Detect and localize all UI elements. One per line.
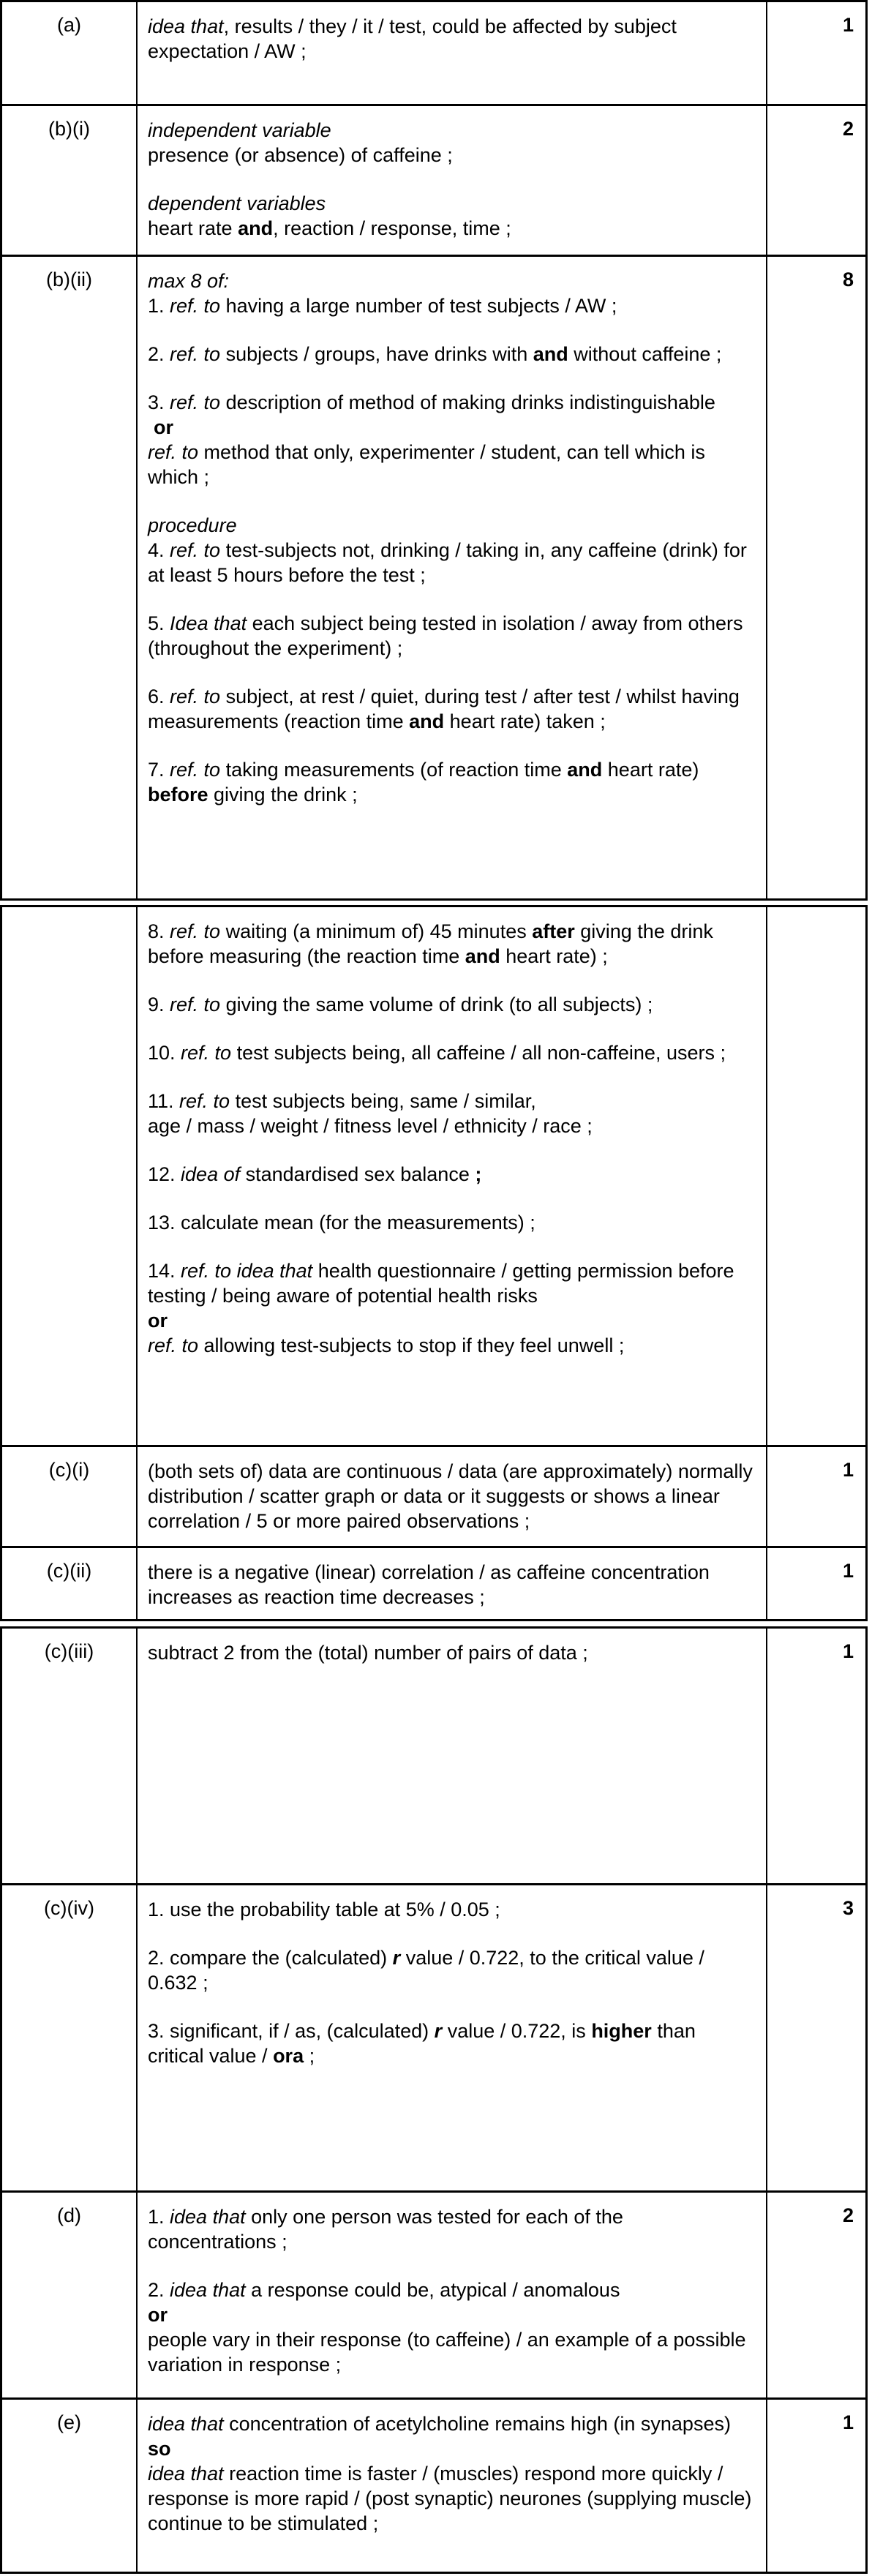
dv-bold: and [238, 217, 274, 239]
keyword: ref. to [170, 391, 221, 413]
point-number: 2. [148, 343, 170, 365]
keyword: ref. to [179, 1090, 230, 1112]
r-symbol: r [434, 2020, 443, 2042]
point-text: reaction time is faster / (muscles) respond more quickly / response is more rapid / (post synaptic) neurones (supplying muscle) continue to be stimulated ; [148, 2463, 752, 2534]
point-text: giving the drink before measuring (the reaction time [148, 920, 713, 967]
bold-word: ; [475, 1163, 482, 1185]
point-text: than critical value / [148, 2020, 696, 2067]
question-label: (b)(i) [48, 118, 90, 140]
point-text: 3. significant, if / as, (calculated) [148, 2020, 435, 2042]
row-bii [0, 255, 868, 901]
iv-text: presence (or absence) of caffeine ; [148, 144, 453, 166]
answer-text [136, 2193, 767, 2397]
dv-heading: dependent variables [148, 192, 326, 214]
keyword: ref. to [181, 1260, 232, 1282]
dv-text-post: , reaction / response, time ; [273, 217, 511, 239]
point-text: having a large number of test subjects / AW ; [220, 295, 617, 317]
point-text: waiting (a minimum of) 45 minutes [220, 920, 533, 942]
keyword: ref. to [181, 1042, 232, 1064]
keyword: ref. to [170, 994, 221, 1015]
bold-word: after [532, 920, 575, 942]
bold-word: and [567, 759, 603, 781]
answer-text [136, 2400, 767, 2572]
point-text: people vary in their response (to caffeine) / an example of a possible variation in response ; [148, 2329, 746, 2376]
mark: 8 [842, 269, 854, 290]
iv-heading: independent variable [148, 119, 331, 141]
point-text: 1. use the probability table at 5% / 0.05 ; [148, 1899, 500, 1920]
keyword: idea that [236, 1260, 313, 1282]
keyword: idea that [170, 2279, 246, 2301]
mark-empty [767, 907, 865, 1445]
keyword: ref. to [148, 441, 199, 463]
keyword: idea that [170, 2206, 246, 2228]
question-label-empty [2, 907, 136, 1445]
answer-text: there is a negative (linear) correlation / as caffeine concentration increases as reaction time decreases ; [136, 1548, 767, 1619]
mark: 2 [842, 2204, 854, 2226]
bold-word: before [148, 784, 208, 806]
keyword: idea that [148, 2413, 224, 2435]
row-bii-continued [0, 905, 868, 1447]
answer-text [136, 907, 767, 1445]
question-label: (c)(i) [48, 1459, 90, 1481]
mark: 3 [842, 1897, 854, 1919]
mark: 2 [842, 118, 854, 140]
keyword: ref. to [170, 343, 221, 365]
point-number: 4. [148, 539, 170, 561]
bold-word: and [533, 343, 568, 365]
question-label: (a) [57, 14, 81, 36]
point-text: test subjects being, all caffeine / all non-caffeine, users ; [231, 1042, 726, 1064]
or-word: or [154, 416, 173, 438]
mark: 1 [842, 2411, 854, 2433]
point-text: method that only, experimenter / student, can tell which is which ; [148, 441, 705, 488]
answer-text [136, 257, 767, 898]
mark: 1 [842, 1640, 854, 1662]
point-number: 14. [148, 1260, 181, 1282]
max-heading: max 8 of: [148, 270, 230, 292]
keyword: ref. to [170, 920, 221, 942]
point-text: age / mass / weight / fitness level / ethnicity / race ; [148, 1115, 593, 1137]
keyword: Idea that [170, 612, 247, 634]
point-number: 10. [148, 1042, 181, 1064]
row-e [0, 2397, 868, 2574]
keyword: idea that [148, 2463, 224, 2485]
point-text: test-subjects not, drinking / taking in, any caffeine (drink) for at least 5 hours before the test ; [148, 539, 747, 586]
point-text: value / 0.722, to the critical value / 0.632 ; [148, 1947, 704, 1994]
row-civ [0, 1883, 868, 2193]
keyword: ref. to [170, 759, 221, 781]
row-cii [0, 1546, 868, 1621]
keyword: idea of [181, 1163, 241, 1185]
row-ciii [0, 1626, 868, 1885]
point-text: heart rate) ; [500, 945, 608, 967]
keyword: ref. to [170, 539, 221, 561]
question-label: (c)(iv) [44, 1897, 94, 1919]
keyword: idea that [148, 15, 224, 37]
row-ci [0, 1445, 868, 1548]
answer-text: subtract 2 from the (total) number of pairs of data ; [136, 1629, 767, 1883]
point-number: 1. [148, 2206, 170, 2228]
answer-text [136, 106, 767, 255]
bold-word: higher [591, 2020, 652, 2042]
point-number: 11. [148, 1090, 180, 1112]
procedure-heading: procedure [148, 514, 237, 536]
or-word: or [148, 2304, 168, 2326]
answer-text [136, 1885, 767, 2190]
point-text: description of method of making drinks indistinguishable [220, 391, 715, 413]
point-text: only one person was tested for each of the concentrations ; [148, 2206, 623, 2253]
answer-text: (both sets of) data are continuous / data (are approximately) normally distribution / scatter graph or data or it suggests or shows a linear correlation / 5 or more paired observations ; [136, 1447, 767, 1546]
point-text: giving the drink ; [208, 784, 358, 806]
point-text: test subjects being, same / similar, [230, 1090, 536, 1112]
point-text: allowing test-subjects to stop if they feel unwell ; [198, 1334, 625, 1356]
keyword: ref. to [170, 295, 221, 317]
row-d [0, 2190, 868, 2400]
point-text: concentration of acetylcholine remains high (in synapses) [223, 2413, 731, 2435]
question-label: (d) [57, 2204, 81, 2226]
bold-word: and [409, 710, 445, 732]
point-number: 9. [148, 994, 170, 1015]
point-text: giving the same volume of drink (to all subjects) ; [220, 994, 653, 1015]
bold-word: ora [273, 2045, 304, 2067]
point-text: without caffeine ; [568, 343, 722, 365]
dv-text: heart rate [148, 217, 238, 239]
answer-text-body: , results / they / it / test, could be affected by subject expectation / AW ; [148, 15, 677, 62]
point-number: 7. [148, 759, 170, 781]
mark: 1 [842, 14, 854, 36]
point-text: subjects / groups, have drinks with [220, 343, 533, 365]
row-a [0, 0, 868, 106]
mark: 1 [842, 1560, 854, 1582]
point-text: a response could be, atypical / anomalous [245, 2279, 620, 2301]
point-text: 13. calculate mean (for the measurements) ; [148, 1212, 535, 1233]
or-word: or [148, 1310, 168, 1332]
keyword: ref. to [148, 1334, 199, 1356]
question-label: (b)(ii) [46, 269, 92, 290]
point-number: 8. [148, 920, 170, 942]
point-text: subject, at rest / quiet, during test / after test / whilst having measurements (reaction time [148, 686, 740, 732]
point-text: heart rate) taken ; [444, 710, 606, 732]
point-text: each subject being tested in isolation / away from others (throughout the experiment) ; [148, 612, 743, 659]
mark: 1 [842, 1459, 854, 1481]
point-number: 5. [148, 612, 170, 634]
keyword: ref. to [170, 686, 221, 707]
point-number: 3. [148, 391, 170, 413]
point-text: taking measurements (of reaction time [220, 759, 568, 781]
point-number: 6. [148, 686, 170, 707]
point-number: 12. [148, 1163, 181, 1185]
point-number: 1. [148, 295, 170, 317]
point-text: heart rate) [602, 759, 699, 781]
question-label: (e) [57, 2411, 81, 2433]
answer-text [136, 2, 767, 104]
point-text: standardised sex balance [240, 1163, 476, 1185]
question-label: (c)(ii) [46, 1560, 92, 1582]
r-symbol: r [392, 1947, 401, 1969]
so-word: so [148, 2438, 171, 2460]
point-text: health questionnaire / getting permission before testing / being aware of potential health risks [148, 1260, 734, 1307]
bold-word: and [465, 945, 500, 967]
point-text: 2. compare the (calculated) [148, 1947, 393, 1969]
point-number: 2. [148, 2279, 170, 2301]
point-text: ; [304, 2045, 315, 2067]
row-bi [0, 104, 868, 257]
point-text: value / 0.722, is [442, 2020, 592, 2042]
question-label: (c)(iii) [44, 1640, 94, 1662]
